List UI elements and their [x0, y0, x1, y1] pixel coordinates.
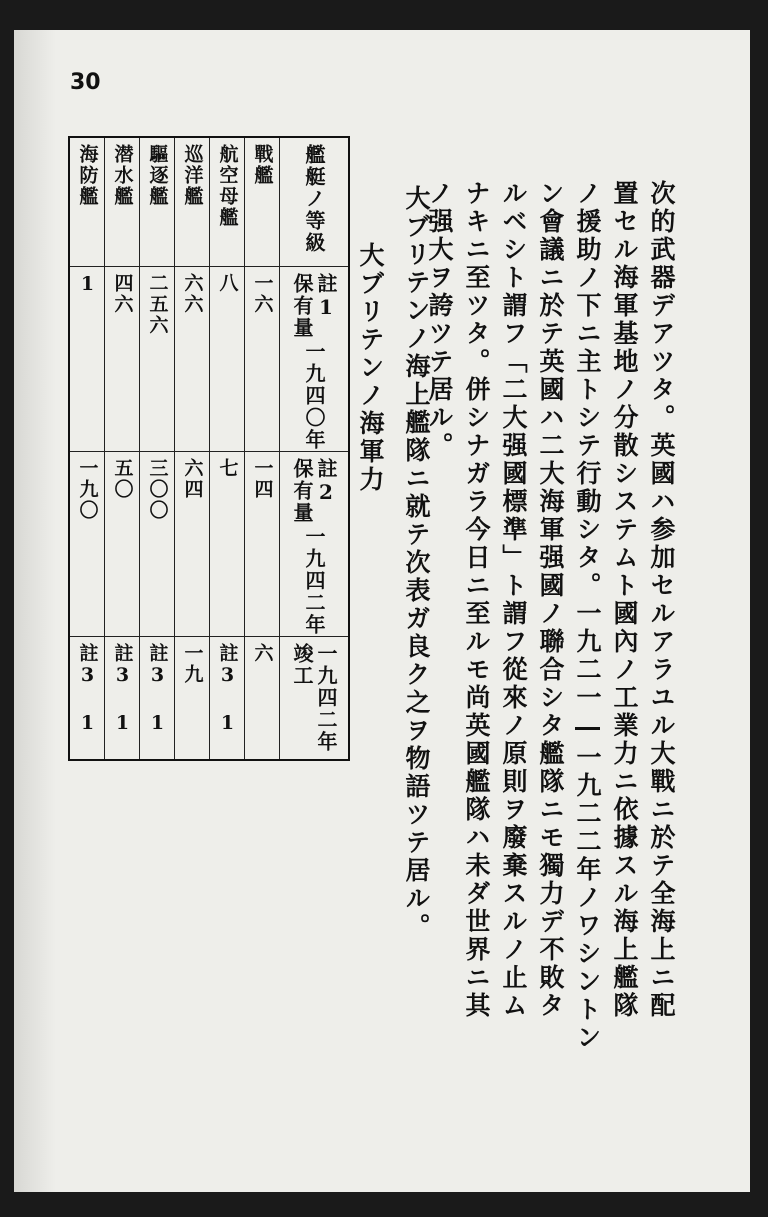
- value-built: 註3 1: [76, 643, 99, 736]
- value-built: 六: [251, 643, 274, 664]
- cell-1940: [69, 267, 105, 452]
- row-name-cell: [245, 137, 280, 267]
- row-name-cell: [105, 137, 140, 267]
- value-1940: 四六: [111, 273, 134, 315]
- ship-class-label: 驅逐艦: [146, 144, 169, 207]
- cell-1942: [69, 452, 105, 637]
- body-text-column-3: ノ援助ノ下ニ主トシテ行動シタ。一九二一―一九二二年ノワシントン: [573, 180, 602, 1052]
- cell-1940: [210, 267, 245, 452]
- row-name-cell: [175, 137, 210, 267]
- class-header: 艦艇ノ等級: [302, 144, 326, 254]
- value-built: 一九: [181, 643, 204, 685]
- value-1940: 六六: [181, 273, 204, 315]
- cell-1940: [245, 267, 280, 452]
- note2-label: 註2: [314, 458, 338, 506]
- cell-built: [210, 637, 245, 761]
- row-name-cell: [69, 137, 105, 267]
- value-built: 註3 1: [216, 643, 239, 736]
- body-text-column-1: 次的武器デアツタ。英國ハ参加セルアラユル大戰ニ於テ全海上ニ配: [647, 180, 676, 1020]
- cell-built: [175, 637, 210, 761]
- value-1940: 八: [216, 273, 239, 294]
- row-name-cell: [210, 137, 245, 267]
- value-1940: 二五六: [146, 273, 169, 336]
- header-class-cell: [280, 137, 350, 267]
- cell-1940: [105, 267, 140, 452]
- cell-1940: [140, 267, 175, 452]
- body-text-column-5: ルベシト謂フ「二大强國標準」ト謂フ從來ノ原則ヲ廢棄スルノ止ム: [499, 180, 528, 1020]
- note1-label: 註1: [314, 273, 338, 321]
- ship-class-label: 戰艦: [251, 144, 274, 186]
- body-text-column-6: ナキニ至ツタ。併シナガラ今日ニ至ルモ尚英國艦隊ハ未ダ世界ニ其: [462, 180, 491, 1020]
- value-1940: 一六: [251, 273, 274, 315]
- value-1942: 一四: [251, 458, 274, 500]
- cell-built: [105, 637, 140, 761]
- note2-text: 保有量: [290, 458, 314, 524]
- body-text-column-4: ン會議ニ於テ英國ハ二大海軍强國ノ聯合シタ艦隊ニモ獨力デ不敗タ: [536, 180, 565, 1020]
- note2-year: 一九四二年: [302, 526, 326, 636]
- ship-class-label: 航空母艦: [216, 144, 239, 228]
- cell-1942: [175, 452, 210, 637]
- cell-1942: [245, 452, 280, 637]
- header-1940-cell: [280, 267, 350, 452]
- ship-class-label: 巡洋艦: [181, 144, 204, 207]
- body-text-column-8: 大ブリテンノ海上艦隊ニ就テ次表ガ良ク之ヲ物語ツテ居ル。: [402, 185, 431, 941]
- cell-built: [69, 637, 105, 761]
- ship-class-label: 潜水艦: [111, 144, 134, 207]
- value-1942: 五〇: [111, 458, 134, 500]
- value-1942: 六四: [181, 458, 204, 500]
- value-1940: 1: [76, 273, 99, 297]
- cell-1942: [105, 452, 140, 637]
- value-built: 註3 1: [146, 643, 169, 736]
- header-1942-cell: [280, 452, 350, 637]
- cell-1942: [210, 452, 245, 637]
- value-built: 註3 1: [111, 643, 134, 736]
- cell-built: [245, 637, 280, 761]
- ship-class-label: 海防艦: [76, 144, 99, 207]
- cell-1940: [175, 267, 210, 452]
- note3-text: 竣工: [290, 643, 314, 687]
- value-1942: 七: [216, 458, 239, 479]
- cell-1942: [140, 452, 175, 637]
- body-text-column-7: ノ强大ヲ誇ツテ居ル。: [425, 180, 454, 460]
- section-heading: 大ブリテンノ海軍力: [356, 242, 385, 494]
- note1-text: 保有量: [290, 273, 314, 339]
- note3-year: 一九四二年: [314, 643, 338, 753]
- page-number: 30: [70, 70, 101, 95]
- row-name-cell: [140, 137, 175, 267]
- header-built-cell: [280, 637, 350, 761]
- body-text-column-2: 置セル海軍基地ノ分散システムト國內ノ工業力ニ依據スル海上艦隊: [610, 180, 639, 1020]
- naval-strength-table: [68, 136, 350, 761]
- page-edge-shadow: [14, 30, 56, 1192]
- cell-built: [140, 637, 175, 761]
- book-page: [14, 30, 750, 1192]
- value-1942: 三〇〇: [146, 458, 169, 521]
- value-1942: 一九〇: [76, 458, 99, 521]
- note1-year: 一九四〇年: [302, 341, 326, 451]
